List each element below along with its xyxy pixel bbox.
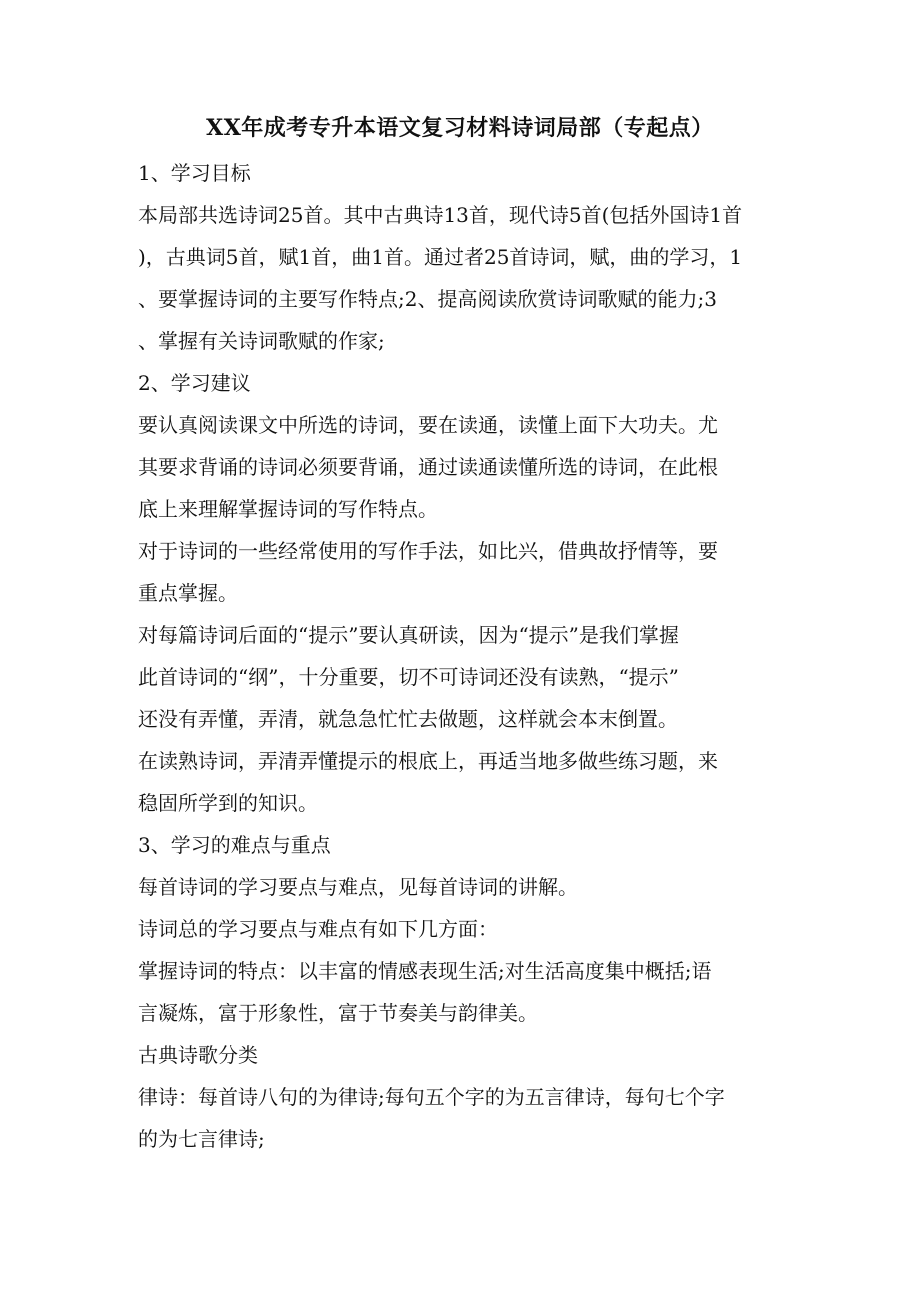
text-line: 、掌握有关诗词歌赋的作家; — [138, 329, 385, 353]
text-line: 的为七言律诗; — [138, 1127, 265, 1151]
text-line: 底上来理解掌握诗词的写作特点。 — [138, 497, 438, 521]
text-line: 稳固所学到的知识。 — [138, 791, 318, 815]
text-line: 律诗：每首诗八句的为律诗;每句五个字的为五言律诗，每句七个字 — [138, 1085, 725, 1109]
text-line: 掌握诗词的特点：以丰富的情感表现生活;对生活高度集中概括;语 — [138, 959, 712, 983]
text-line: 对于诗词的一些经常使用的写作手法，如比兴，借典故抒情等，要 — [138, 539, 718, 563]
text-line: 本局部共选诗词25首。其中古典诗13首，现代诗5首(包括外国诗1首 — [138, 203, 743, 227]
text-line: 重点掌握。 — [138, 581, 238, 605]
text-line: 言凝炼，富于形象性，富于节奏美与韵律美。 — [138, 1001, 538, 1025]
text-line: 要认真阅读课文中所选的诗词，要在读通，读懂上面下大功夫。尤 — [138, 413, 718, 437]
text-line: 其要求背诵的诗词必须要背诵，通过读通读懂所选的诗词，在此根 — [138, 455, 718, 479]
text-line: 3、学习的难点与重点 — [138, 833, 331, 857]
text-line: 古典诗歌分类 — [138, 1043, 258, 1067]
text-line: 、要掌握诗词的主要写作特点;2、提高阅读欣赏诗词歌赋的能力;3 — [138, 287, 717, 311]
text-line: 诗词总的学习要点与难点有如下几方面： — [138, 917, 498, 941]
text-line: 每首诗词的学习要点与难点，见每首诗词的讲解。 — [138, 875, 578, 899]
text-line: 1、学习目标 — [138, 161, 251, 185]
text-line: )，古典词5首，赋1首，曲1首。通过者25首诗词，赋，曲的学习，1 — [138, 245, 743, 269]
text-line: 此首诗词的“纲”，十分重要，切不可诗词还没有读熟，“提示” — [138, 665, 679, 689]
text-line: 对每篇诗词后面的“提示”要认真研读，因为“提示”是我们掌握 — [138, 623, 679, 647]
document-body — [138, 152, 788, 1160]
text-line: 还没有弄懂，弄清，就急急忙忙去做题，这样就会本末倒置。 — [138, 707, 678, 731]
text-line: 2、学习建议 — [138, 371, 251, 395]
text-line: 在读熟诗词，弄清弄懂提示的根底上，再适当地多做些练习题，来 — [138, 749, 718, 773]
document-title: XX年成考专升本语文复习材料诗词局部（专起点） — [206, 115, 714, 141]
